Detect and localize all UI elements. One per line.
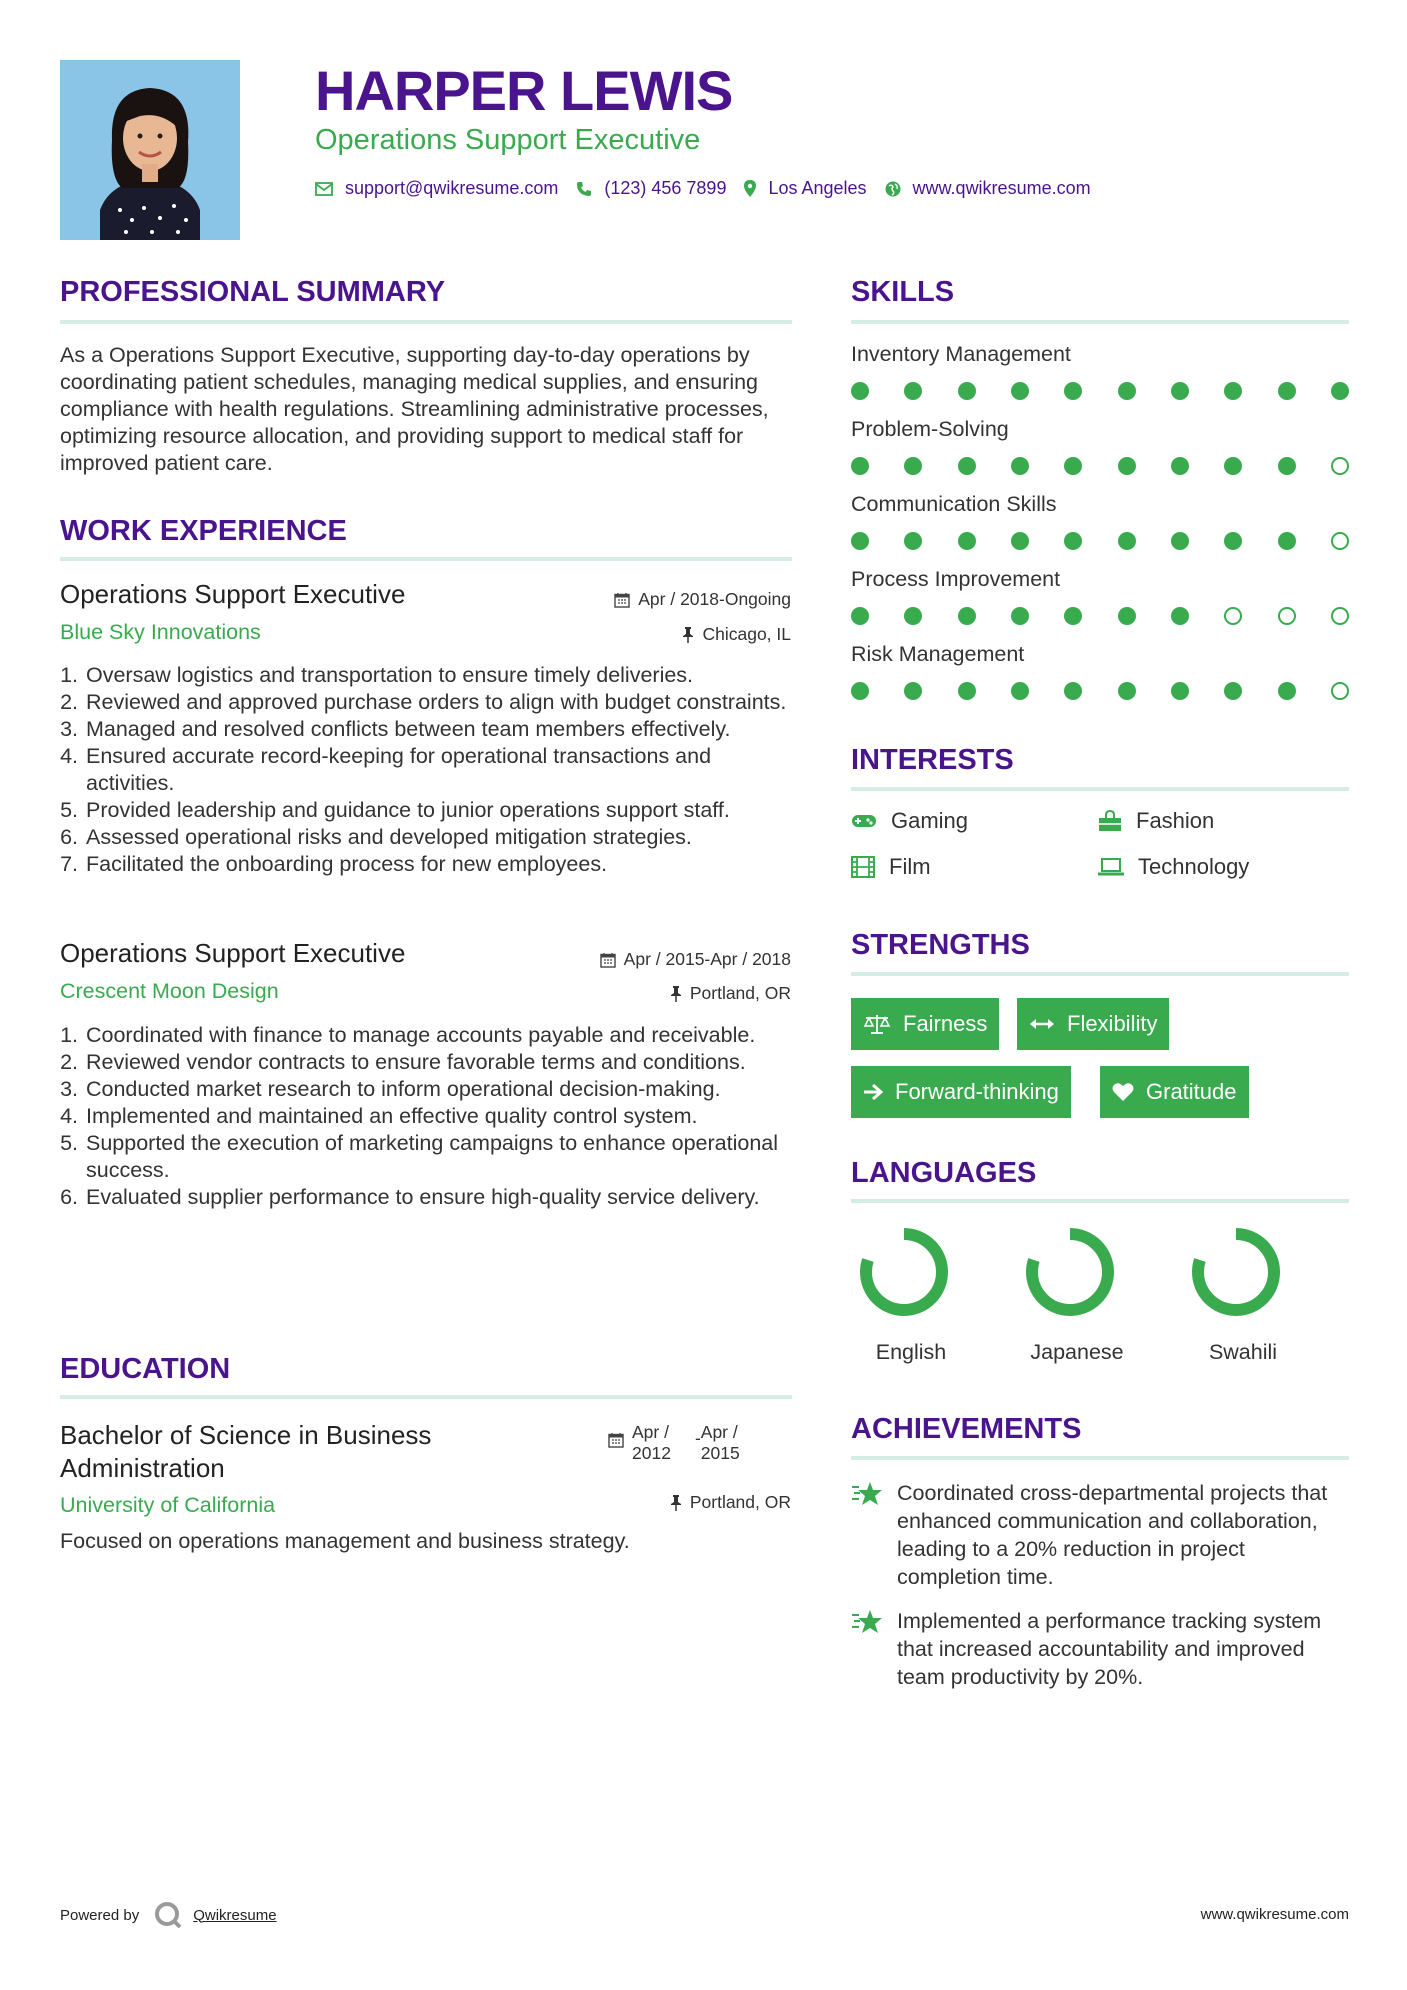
interest-item — [1098, 854, 1249, 880]
language-name: Japanese — [1030, 1340, 1124, 1364]
interest-item — [851, 854, 931, 880]
skill-name: Risk Management — [851, 642, 1025, 666]
language-name: English — [875, 1340, 947, 1364]
powered-by-label: Powered by — [60, 1906, 140, 1924]
profile-photo — [60, 60, 240, 240]
candidate-title: Operations Support Executive — [315, 124, 701, 156]
email-text: support@qwikresume.com — [345, 178, 559, 198]
skill-dot-filled — [1224, 682, 1242, 700]
skill-dot-filled — [1171, 457, 1189, 475]
skill-dot-empty — [1331, 607, 1349, 625]
skill-rating — [851, 607, 1349, 627]
skills-divider — [851, 320, 1349, 324]
skill-dot-filled — [904, 457, 922, 475]
arrow-right-icon — [863, 1083, 883, 1101]
phone-text: (123) 456 7899 — [604, 178, 727, 198]
skill-dot-filled — [1278, 532, 1296, 550]
skill-dot-filled — [958, 382, 976, 400]
star-icon — [851, 1609, 883, 1635]
achievement-text: Coordinated cross-departmental projects that enhanced communication and collaboration, leading to a 20% reduction in project completion time. — [897, 1481, 1328, 1589]
contact-website[interactable] — [885, 178, 1091, 199]
calendar-icon — [600, 952, 616, 968]
degree-title — [60, 1419, 431, 1485]
skill-dot-filled — [1171, 382, 1189, 400]
achievements-heading: ACHIEVEMENTS — [851, 1413, 1082, 1445]
pin-icon — [670, 986, 682, 1002]
list-item: 3. Managed and resolved conflicts between team members effectively. — [60, 717, 731, 741]
degree-line: Administration — [60, 1453, 225, 1483]
skill-dot-filled — [1331, 382, 1349, 400]
skill-dot-empty — [1278, 607, 1296, 625]
calendar-icon — [614, 592, 630, 608]
skill-rating — [851, 382, 1349, 402]
list-item: 2. Reviewed vendor contracts to ensure favorable terms and conditions. — [60, 1050, 746, 1074]
skill-name: Inventory Management — [851, 342, 1071, 366]
education-location-text: Portland, OR — [689, 1492, 791, 1512]
skill-dot-filled — [1064, 457, 1082, 475]
list-item: 2. Reviewed and approved purchase orders to align with budget constraints. — [60, 690, 787, 714]
film-icon — [851, 856, 875, 878]
skill-dot-filled — [1118, 382, 1136, 400]
skill-dot-filled — [904, 532, 922, 550]
experience-heading: WORK EXPERIENCE — [60, 515, 347, 547]
skill-dot-filled — [851, 457, 869, 475]
job-title: Operations Support Executive — [60, 579, 406, 609]
heart-icon — [1112, 1082, 1134, 1102]
balance-scale-icon — [863, 1013, 891, 1035]
skill-dot-filled — [1278, 382, 1296, 400]
skill-dot-empty — [1331, 682, 1349, 700]
job-date — [614, 589, 791, 610]
skill-dot-filled — [1064, 607, 1082, 625]
interests-heading: INTERESTS — [851, 744, 1014, 776]
skill-dot-filled — [1011, 382, 1029, 400]
degree-line: Bachelor of Science in Business — [60, 1420, 432, 1450]
skill-dot-filled — [1064, 682, 1082, 700]
school-name: University of California — [60, 1493, 276, 1517]
calendar-icon — [608, 1432, 624, 1448]
skill-name: Problem-Solving — [851, 417, 1009, 441]
experience-divider — [60, 557, 792, 561]
list-item: 3. Conducted market research to inform operational decision-making. — [60, 1077, 721, 1101]
skill-dot-filled — [904, 382, 922, 400]
skill-dot-filled — [1118, 457, 1136, 475]
skill-dot-filled — [1118, 682, 1136, 700]
map-marker-icon — [744, 180, 756, 197]
interest-item — [1098, 808, 1214, 834]
pin-icon — [670, 1495, 682, 1511]
globe-icon — [885, 181, 901, 197]
job-company: Blue Sky Innovations — [60, 620, 261, 644]
language-proficiency-ring — [858, 1226, 950, 1318]
skill-dot-filled — [1011, 682, 1029, 700]
list-item: 5. Provided leadership and guidance to junior operations support staff. — [60, 798, 730, 822]
job-bullets — [60, 662, 800, 878]
skill-dot-filled — [1224, 457, 1242, 475]
job-title: Operations Support Executive — [60, 938, 406, 968]
skill-dot-filled — [904, 607, 922, 625]
interest-label: Gaming — [891, 808, 969, 833]
skill-dot-empty — [1331, 532, 1349, 550]
envelope-icon — [315, 182, 333, 196]
skill-dot-filled — [1224, 532, 1242, 550]
strength-chip — [1100, 1066, 1249, 1118]
skill-dot-filled — [1011, 457, 1029, 475]
skill-dot-filled — [851, 682, 869, 700]
gamepad-icon — [851, 812, 877, 830]
skill-name: Process Improvement — [851, 567, 1061, 591]
strength-label: Gratitude — [1146, 1079, 1237, 1104]
qwikresume-logo-icon — [153, 1900, 183, 1930]
strengths-divider — [851, 972, 1349, 976]
laptop-icon — [1098, 858, 1124, 876]
language-ring-arc — [1032, 1234, 1108, 1310]
contact-email[interactable] — [315, 178, 558, 199]
strength-chip — [851, 1066, 1071, 1118]
list-item: 1. Oversaw logistics and transportation to ensure timely deliveries. — [60, 663, 694, 687]
skill-dot-filled — [1278, 457, 1296, 475]
skill-rating — [851, 532, 1349, 552]
interest-label: Fashion — [1136, 808, 1215, 833]
pin-icon — [682, 627, 694, 643]
summary-heading: PROFESSIONAL SUMMARY — [60, 276, 446, 308]
skill-dot-filled — [1224, 382, 1242, 400]
location-text: Los Angeles — [768, 178, 867, 198]
skill-name: Communication Skills — [851, 492, 1057, 516]
skill-dot-filled — [851, 607, 869, 625]
list-item: 6. Evaluated supplier performance to ensure high-quality service delivery. — [60, 1185, 760, 1209]
skill-dot-filled — [1118, 532, 1136, 550]
star-icon — [851, 1481, 883, 1507]
contact-bar — [315, 178, 1109, 199]
strength-label: Fairness — [903, 1011, 988, 1036]
job-location-text: Chicago, IL — [702, 624, 791, 644]
list-item: 6. Assessed operational risks and developed mitigation strategies. — [60, 825, 692, 849]
summary-text: As a Operations Support Executive, supporting day-to-day operations by coordinating patient schedules, managing medical supplies, and ensuring compliance with health regulations. Streamlining administrative processes, optimizing resource allocation, and providing support to medical staff for improved patient care. — [60, 343, 769, 475]
education-heading: EDUCATION — [60, 1353, 231, 1385]
brand-link[interactable]: Qwikresume — [193, 1906, 277, 1924]
strengths-heading: STRENGTHS — [851, 929, 1030, 961]
skill-dot-filled — [1171, 532, 1189, 550]
language-name: Swahili — [1208, 1340, 1278, 1364]
skill-dot-filled — [1171, 682, 1189, 700]
skill-rating — [851, 682, 1349, 702]
job-location — [682, 624, 791, 645]
skill-dot-filled — [1011, 532, 1029, 550]
list-item: 5. Supported the execution of marketing campaigns to enhance operational success. — [60, 1131, 779, 1182]
contact-phone[interactable] — [576, 178, 726, 199]
skill-dot-filled — [958, 607, 976, 625]
strength-chip — [851, 998, 999, 1050]
languages-heading: LANGUAGES — [851, 1157, 1037, 1189]
skill-dot-filled — [958, 457, 976, 475]
interest-label: Technology — [1138, 854, 1250, 879]
skill-dot-empty — [1331, 457, 1349, 475]
skill-dot-filled — [958, 682, 976, 700]
strength-label: Flexibility — [1067, 1011, 1158, 1036]
achievements-divider — [851, 1456, 1349, 1460]
achievement-item — [851, 1607, 1351, 1691]
skill-dot-filled — [851, 382, 869, 400]
education-description: Focused on operations management and business strategy. — [60, 1529, 630, 1553]
date-separator: - — [694, 1428, 701, 1448]
job-date-text: Apr / 2018-Ongoing — [638, 589, 791, 609]
end-date: Apr / 2015 — [700, 1422, 740, 1463]
list-item: 1. Coordinated with finance to manage accounts payable and receivable. — [60, 1023, 756, 1047]
job-company: Crescent Moon Design — [60, 979, 279, 1003]
education-location — [670, 1492, 791, 1513]
education-date — [608, 1422, 740, 1464]
list-item: 4. Ensured accurate record-keeping for operational transactions and activities. — [60, 744, 712, 795]
education-divider — [60, 1395, 792, 1399]
skill-rating — [851, 457, 1349, 477]
skill-dot-filled — [1118, 607, 1136, 625]
list-item: 4. Implemented and maintained an effective quality control system. — [60, 1104, 698, 1128]
skill-dot-filled — [958, 532, 976, 550]
phone-icon — [576, 181, 592, 197]
language-ring-arc — [1198, 1234, 1274, 1310]
skill-dot-filled — [904, 682, 922, 700]
interest-item — [851, 808, 968, 834]
language-ring-arc — [866, 1234, 942, 1310]
arrows-h-icon — [1029, 1017, 1055, 1031]
job-bullets — [60, 1022, 800, 1211]
strength-label: Forward-thinking — [895, 1079, 1059, 1104]
job-location-text: Portland, OR — [689, 983, 791, 1003]
strength-chip — [1017, 998, 1169, 1050]
language-proficiency-ring — [1190, 1226, 1282, 1318]
achievement-item — [851, 1479, 1351, 1591]
achievement-text: Implemented a performance tracking system that increased accountability and improved team productivity by 20%. — [897, 1609, 1322, 1689]
list-item: 7. Facilitated the onboarding process for new employees. — [60, 852, 608, 876]
summary-divider — [60, 320, 792, 324]
footer-powered-by — [60, 1900, 277, 1930]
contact-location — [744, 178, 866, 199]
job-location — [670, 983, 791, 1004]
footer-website[interactable]: www.qwikresume.com — [1200, 1906, 1349, 1923]
candidate-name: HARPER LEWIS — [315, 59, 733, 122]
interest-label: Film — [889, 854, 931, 879]
job-date-text: Apr / 2015-Apr / 2018 — [623, 949, 791, 969]
skill-dot-filled — [1278, 682, 1296, 700]
job-date — [600, 949, 791, 970]
language-proficiency-ring — [1024, 1226, 1116, 1318]
skill-dot-filled — [1011, 607, 1029, 625]
languages-divider — [851, 1199, 1349, 1203]
skill-dot-filled — [1171, 607, 1189, 625]
skills-heading: SKILLS — [851, 276, 955, 308]
interests-divider — [851, 787, 1349, 791]
start-date: Apr / 2012 — [632, 1422, 671, 1463]
skill-dot-filled — [1064, 382, 1082, 400]
skill-dot-filled — [851, 532, 869, 550]
website-text: www.qwikresume.com — [912, 178, 1091, 198]
skill-dot-filled — [1064, 532, 1082, 550]
skill-dot-empty — [1224, 607, 1242, 625]
shopping-bag-icon — [1098, 810, 1122, 832]
